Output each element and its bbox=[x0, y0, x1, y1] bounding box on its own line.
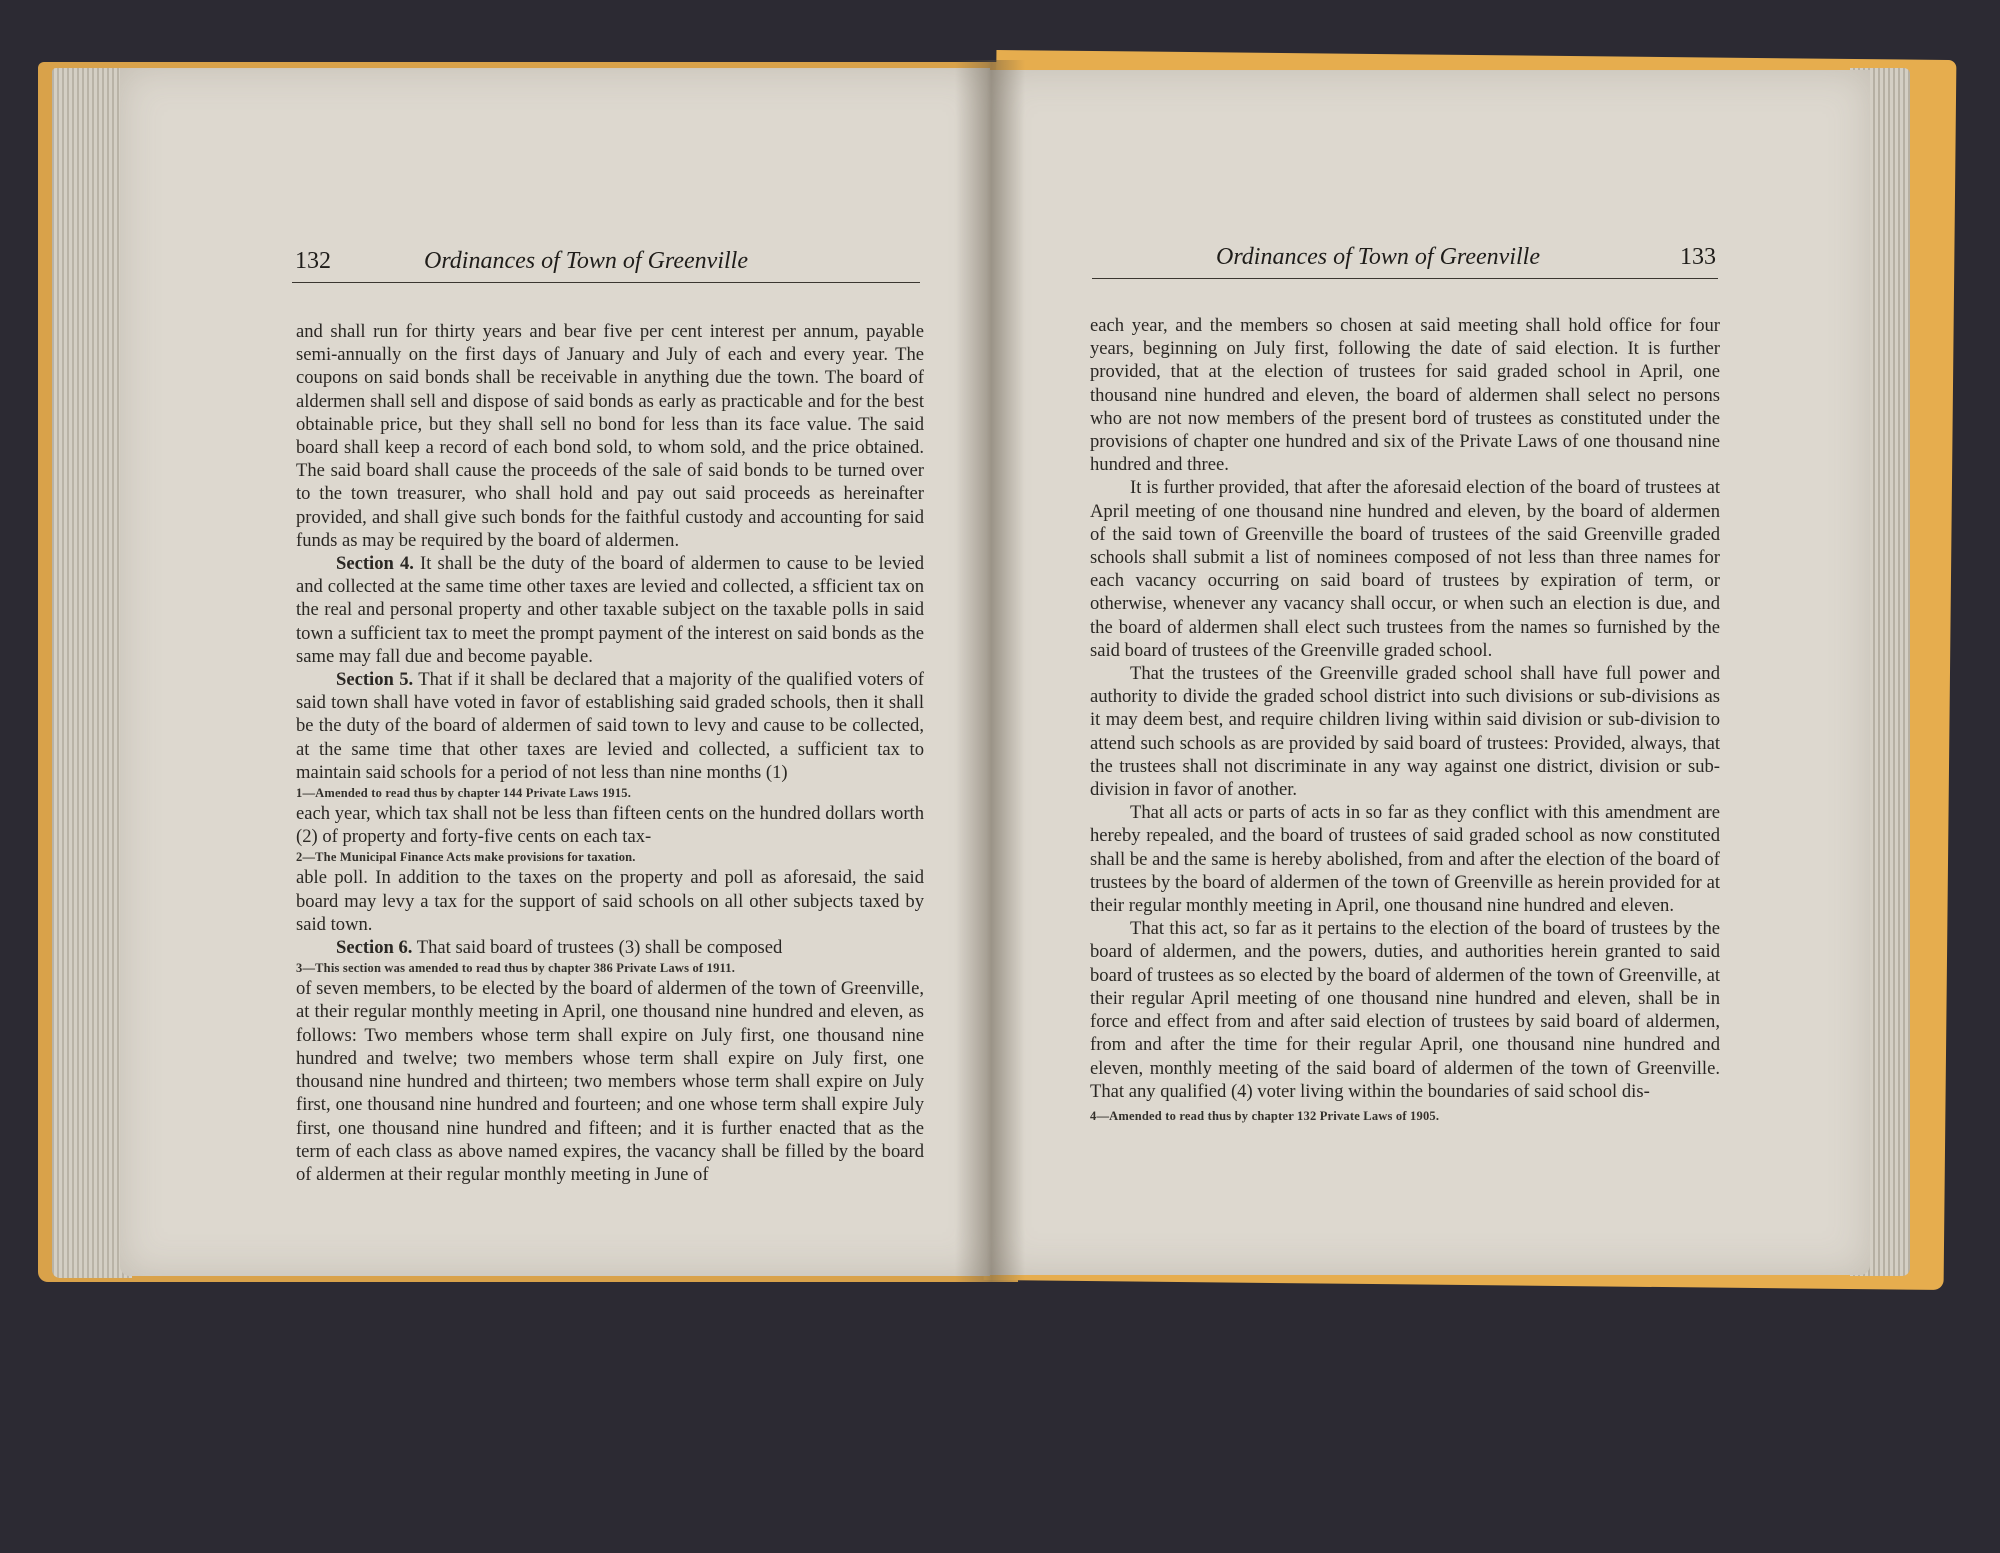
left-page-header bbox=[292, 242, 920, 283]
right-running-title: Ordinances of Town of Greenville bbox=[1216, 244, 1540, 270]
paragraph: That the trustees of the Greenville graded school shall have full power and authority to divide the graded school district into such divisions or sub-divisions as it may deem best, and require children living within said division or sub-division to attend such schools as are provided by said board of trustees: Provided, always, that the trustees shall not discriminate in any way against one district, division or sub-division in favor of another. bbox=[1090, 663, 1720, 801]
paragraph: That this act, so far as it pertains to the election of the board of trustees by the board of aldermen, and the powers, duties, and authorities herein granted to said board of trustees as so elected by the board of aldermen of the town of Greenville, at their regular April meeting of one thousand nine hundred and eleven, shall be in force and effect from and after said election of trustees by said board of aldermen, from and after the time for their regular April, one thousand nine hundred and eleven, monthly meeting of the said board of aldermen of the town of Greenville. That any qualified (4) voter living within the boundaries of said school dis- bbox=[1090, 918, 1720, 1102]
paragraph: and shall run for thirty years and bear five per cent interest per annum, payable semi-annually on the first days of January and July of each and every year. The coupons on said bonds shall be receivable in anything due the town. The board of aldermen shall sell and dispose of said bonds as early as practicable and for the best obtainable price, but they shall sell no bond for less than its face value. The said board shall keep a record of each bond sold, to whom sold, and the price obtained. The said board shall cause the proceeds of the sale of said bonds to be turned over to the town treasurer, who shall hold and pay out said proceeds as hereinafter provided, and shall give such bonds for the faithful custody and accounting for said funds as may be required by the board of aldermen. bbox=[296, 321, 924, 551]
left-running-title: Ordinances of Town of Greenville bbox=[424, 248, 748, 274]
footnote-4: 4—Amended to read thus by chapter 132 Private Laws of 1905. bbox=[1090, 1108, 1440, 1123]
right-page-text bbox=[1090, 314, 1720, 1125]
section-5-paragraph bbox=[296, 668, 924, 784]
paragraph: It is further provided, that after the aforesaid election of the board of trustees at April meeting of one thousand nine hundred and eleven, by the board of aldermen of the said town of Greenville the board of trustees of the said Greenville graded schools shall submit a list of nominees composed of not less than three names for each vacancy occurring on said board of trustees by expiration of term, or otherwise, whenever any vacancy shall occur, or when such an election is due, and the board of aldermen shall elect such trustees from the names so furnished by the said board of trustees of the Greenville graded school. bbox=[1090, 477, 1720, 661]
section-6-paragraph bbox=[296, 936, 924, 959]
left-page-text bbox=[296, 320, 924, 1186]
footnote-3: 3—This section was amended to read thus by chapter 386 Private Laws of 1911. bbox=[296, 961, 736, 976]
section-text: That if it shall be declared that a majority of the qualified voters of said town shall have voted in favor of establishing said graded schools, then it shall be the duty of the board of aldermen of said town to levy and cause to be collected, at the same time that other taxes are levied and collected, a sufficient tax to maintain said schools for a period of not less than nine months (1) bbox=[296, 669, 925, 783]
section-label: Section 4. bbox=[336, 553, 414, 575]
right-page-header bbox=[1092, 238, 1718, 279]
section-text: That said board of trustees (3) shall be composed bbox=[412, 937, 783, 959]
paragraph: each year, which tax shall not be less than fifteen cents on the hundred dollars worth (2) of property and forty-five cents on each tax- bbox=[296, 803, 924, 848]
section-text: It shall be the duty of the board of aldermen to cause to be levied and collected at the same time other taxes are levied and collected, a sfficient tax on the real and personal property and other taxable subject on the taxable polls in said town a sufficient tax to meet the prompt payment of the interest on said bonds as the same may fall due and become payable. bbox=[296, 553, 924, 667]
right-page-number: 133 bbox=[1680, 244, 1716, 270]
book-gutter bbox=[955, 60, 1025, 1282]
section-label: Section 5. bbox=[336, 669, 414, 691]
paragraph: each year, and the members so chosen at said meeting shall hold office for four years, beginning on July first, following the date of said election. It is further provided, that at the election of trustees for said graded school in April, one thousand nine hundred and eleven, the board of aldermen shall select no persons who are not now members of the present bord of trustees as constituted under the provisions of chapter one hundred and six of the Private Laws of one thousand nine hundred and three. bbox=[1090, 315, 1720, 476]
section-4-paragraph bbox=[296, 552, 924, 668]
section-label: Section 6. bbox=[336, 937, 413, 959]
paragraph: That all acts or parts of acts in so far as they conflict with this amendment are hereby repealed, and the board of trustees of said graded school as now constituted shall be and the same is hereby abolished, from and after the election of the board of trustees by the board of aldermen of the town of Greenville as herein provided for at their regular monthly meeting in April, one thousand nine hundred and eleven. bbox=[1090, 802, 1720, 917]
paragraph: able poll. In addition to the taxes on the property and poll as aforesaid, the said board may levy a tax for the support of said schools on all other subjects taxed by said town. bbox=[296, 867, 924, 935]
footnote-1: 1—Amended to read thus by chapter 144 Private Laws 1915. bbox=[296, 786, 632, 801]
left-page-number: 132 bbox=[295, 248, 331, 274]
footnote-2: 2—The Municipal Finance Acts make provisions for taxation. bbox=[296, 850, 636, 865]
paragraph: of seven members, to be elected by the board of aldermen of the town of Greenville, at their regular monthly meeting in April, one thousand nine hundred and eleven, as follows: Two members whose term shall expire on July first, one thousand nine hundred and twelve; two members whose term shall expire on July first, one thousand nine hundred and thirteen; two members whose term shall expire on July first, one thousand nine hundred and fourteen; and one whose term shall expire July first, one thousand nine hundred and fifteen; and it is further enacted that as the term of each class as above named expires, the vacancy shall be filled by the board of aldermen at their regular monthly meeting in June of bbox=[296, 978, 924, 1185]
